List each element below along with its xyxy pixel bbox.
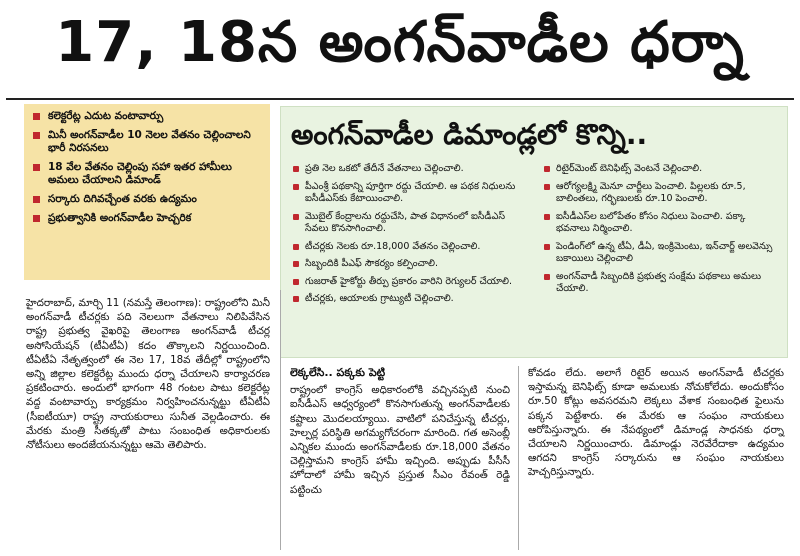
article-subheading: లెక్కలేసి.. పక్కకు పెట్టి — [290, 366, 386, 379]
demand-item: టీచర్లకు, ఆయాలకు గ్రాట్యుటీ చెల్లించాలి. — [291, 293, 528, 306]
column-divider — [518, 366, 519, 550]
demand-item: ఆరోగ్యలక్ష్మి మెనూ చార్జీలు పెంచాలి. పిల్లలకు రూ.5, బాలింతలు, గర్భిణులకు రూ.10 పెంచాలి. — [542, 181, 779, 206]
demand-item: ఐసీడీఎస్‌ల బలోపేతం కోసం నిధులు పెంచాలి. పక్కా భవనాలు నిర్మించాలి. — [542, 211, 779, 236]
headline: 17, 18న అంగన్‌వాడీల ధర్నా — [55, 9, 745, 75]
article-column-1 — [26, 296, 270, 452]
article-paragraph: రాష్ట్రంలో కాంగ్రెస్ అధికారంలోకి వచ్చినప్పటి నుంచి ఐసీడీఎస్ ఆధ్వర్యంలో కొనసాగుతున్న అంగన్‌వాడీలకు కష్టాలు మొదలయ్యాయి. వాటిలో పనిచేస్తున్న టీచర్లు, హెల్పర్ల పరిస్థితి అగమ్యగోచరంగా మారింది. గత అసెంబ్లీ ఎన్నికల ముందు అంగన్‌వాడీలకు రూ.18,000 వేతనం చెల్లిస్తామని కాంగ్రెస్ హామీ ఇచ్చింది. అప్పుడు పీసీసీ హోదాలో హామీ ఇచ్చిన ప్రస్తుత సీఎం రేవంత్ రెడ్డి పట్టించు — [290, 384, 510, 496]
demands-right-list — [542, 163, 779, 351]
headline-rule — [6, 98, 794, 100]
highlight-item: సర్కారు దిగివచ్చేంత వరకు ఉద్యమం — [30, 193, 264, 206]
highlight-item: కలెక్టరేట్ల ఎదుట వంటావార్పు — [30, 110, 264, 123]
demand-item: అంగన్‌వాడీ సిబ్బందికి ప్రభుత్వ సంక్షేమ పథకాలు అమలు చేయాలి. — [542, 271, 779, 296]
highlight-item: ప్రభుత్వానికి అంగన్‌వాడీల హెచ్చరిక — [30, 212, 264, 225]
demand-item: గుజరాత్ హైకోర్టు తీర్పు ప్రకారం వారిని రెగ్యులర్ చేయాలి. — [291, 276, 528, 289]
demand-item: ప్రతి నెల ఒకటో తేదీనే వేతనాలు చెల్లించాలి. — [291, 163, 528, 176]
article-paragraph: హైదరాబాద్, మార్చి 11 (నమస్తే తెలంగాణ): రాష్ట్రంలోని మినీ అంగన్‌వాడీ టీచర్లకు పది నెలలుగా వేతనాలు నిలిపివేసిన రాష్ట్ర ప్రభుత్వ వైఖరిపై తెలంగాణ అంగన్‌వాడీ టీచర్ల అసోసియేషన్ (టీఏటీఏ) కదం తొక్కాలని నిర్ణయించింది. టీఏటీఏ నేతృత్వంలో ఈ నెల 17, 18వ తేదీల్లో రాష్ట్రంలోని అన్ని జిల్లాల కలెక్టరేట్ల ముందు ధర్నా చేయాలని కార్యాచరణ ప్రకటించారు. అందులో భాగంగా 48 గంటల పాటు కలెక్టరేట్ల వద్ద వంటావార్పు కార్యక్రమం నిర్వహించనున్నట్టు టీఏటీఏ (సీఐటీయూ) రాష్ట్ర నాయకురాలు సునీత వెల్లడించారు. ఈ మేరకు మంత్రి సీతక్కతో పాటు సంబంధిత అధికారులకు నోటీసులు అందజేయనున్నట్టు ఆమె తెలిపారు. — [26, 297, 270, 452]
highlight-item: మినీ అంగన్‌వాడీల 10 నెలల వేతనం చెల్లించాలని భారీ నిరసనలు — [30, 129, 264, 155]
article-paragraph: కోవడం లేదు. అలాగే రిటైర్ అయిన అంగన్‌వాడీ టీచర్లకు ఇస్తామన్న బెనిఫిట్స్ కూడా అమలుకు నోచుకోలేదు. అందుకోసం రూ.50 కోట్లు అవసరమని లెక్కలు వేశాక సంబంధిత ఫైలును పక్కన పెట్టేశారు. ఈ మేరకు ఆ సంఘం నాయకులు ఆరోపిస్తున్నారు. ఈ నేపథ్యంలో డిమాండ్ల సాధనకు ధర్నా చేయాలని నిర్ణయించారు. డిమాండ్లు నెరవేరేదాకా ఉద్యమం ఆగదని కాంగ్రెస్ సర్కారును ఆ సంఘం నాయకులు హెచ్చరిస్తున్నారు. — [528, 367, 784, 479]
article-column-3 — [528, 366, 784, 480]
highlights-box — [24, 104, 270, 280]
demand-item: రిటైర్‌మెంట్ బెనిఫిట్స్ వెంటనే చెల్లించాలి. — [542, 163, 779, 176]
highlight-item: 18 వేల వేతనం చెల్లింపు సహా ఇతర హామీలు అమలు చేయాలని డిమాండ్ — [30, 161, 264, 187]
demands-title: అంగన్‌వాడీల డిమాండ్లలో కొన్ని.. — [291, 118, 648, 151]
demand-item: పీఎంశ్రీ పథకాన్ని పూర్తిగా రద్దు చేయాలి. ఆ పథక నిధులను ఐసీడీఎస్‌కు కేటాయించాలి. — [291, 181, 528, 206]
demand-item: సిబ్బందికి పీఎఫ్ సౌకర్యం కల్పించాలి. — [291, 258, 528, 271]
demand-item: మొబైల్ కేంద్రాలను రద్దుచేసి, పాత విధానంలో ఐసీడీఎస్ సేవలు కొనసాగించాలి. — [291, 211, 528, 236]
demands-box — [280, 106, 788, 358]
demand-item: టీచర్లకు నెలకు రూ.18,000 వేతనం చెల్లించాలి. — [291, 241, 528, 254]
article-column-2 — [290, 366, 510, 497]
highlights-list — [30, 110, 264, 225]
column-divider — [280, 290, 281, 550]
demand-item: పెండింగ్‌లో ఉన్న టీఏ, డీఏ, ఇంక్రిమెంటు, ఇన్‌చార్జ్ అలవెన్సు బకాయిలు చెల్లించాలి — [542, 241, 779, 266]
demands-left-list — [291, 163, 528, 351]
